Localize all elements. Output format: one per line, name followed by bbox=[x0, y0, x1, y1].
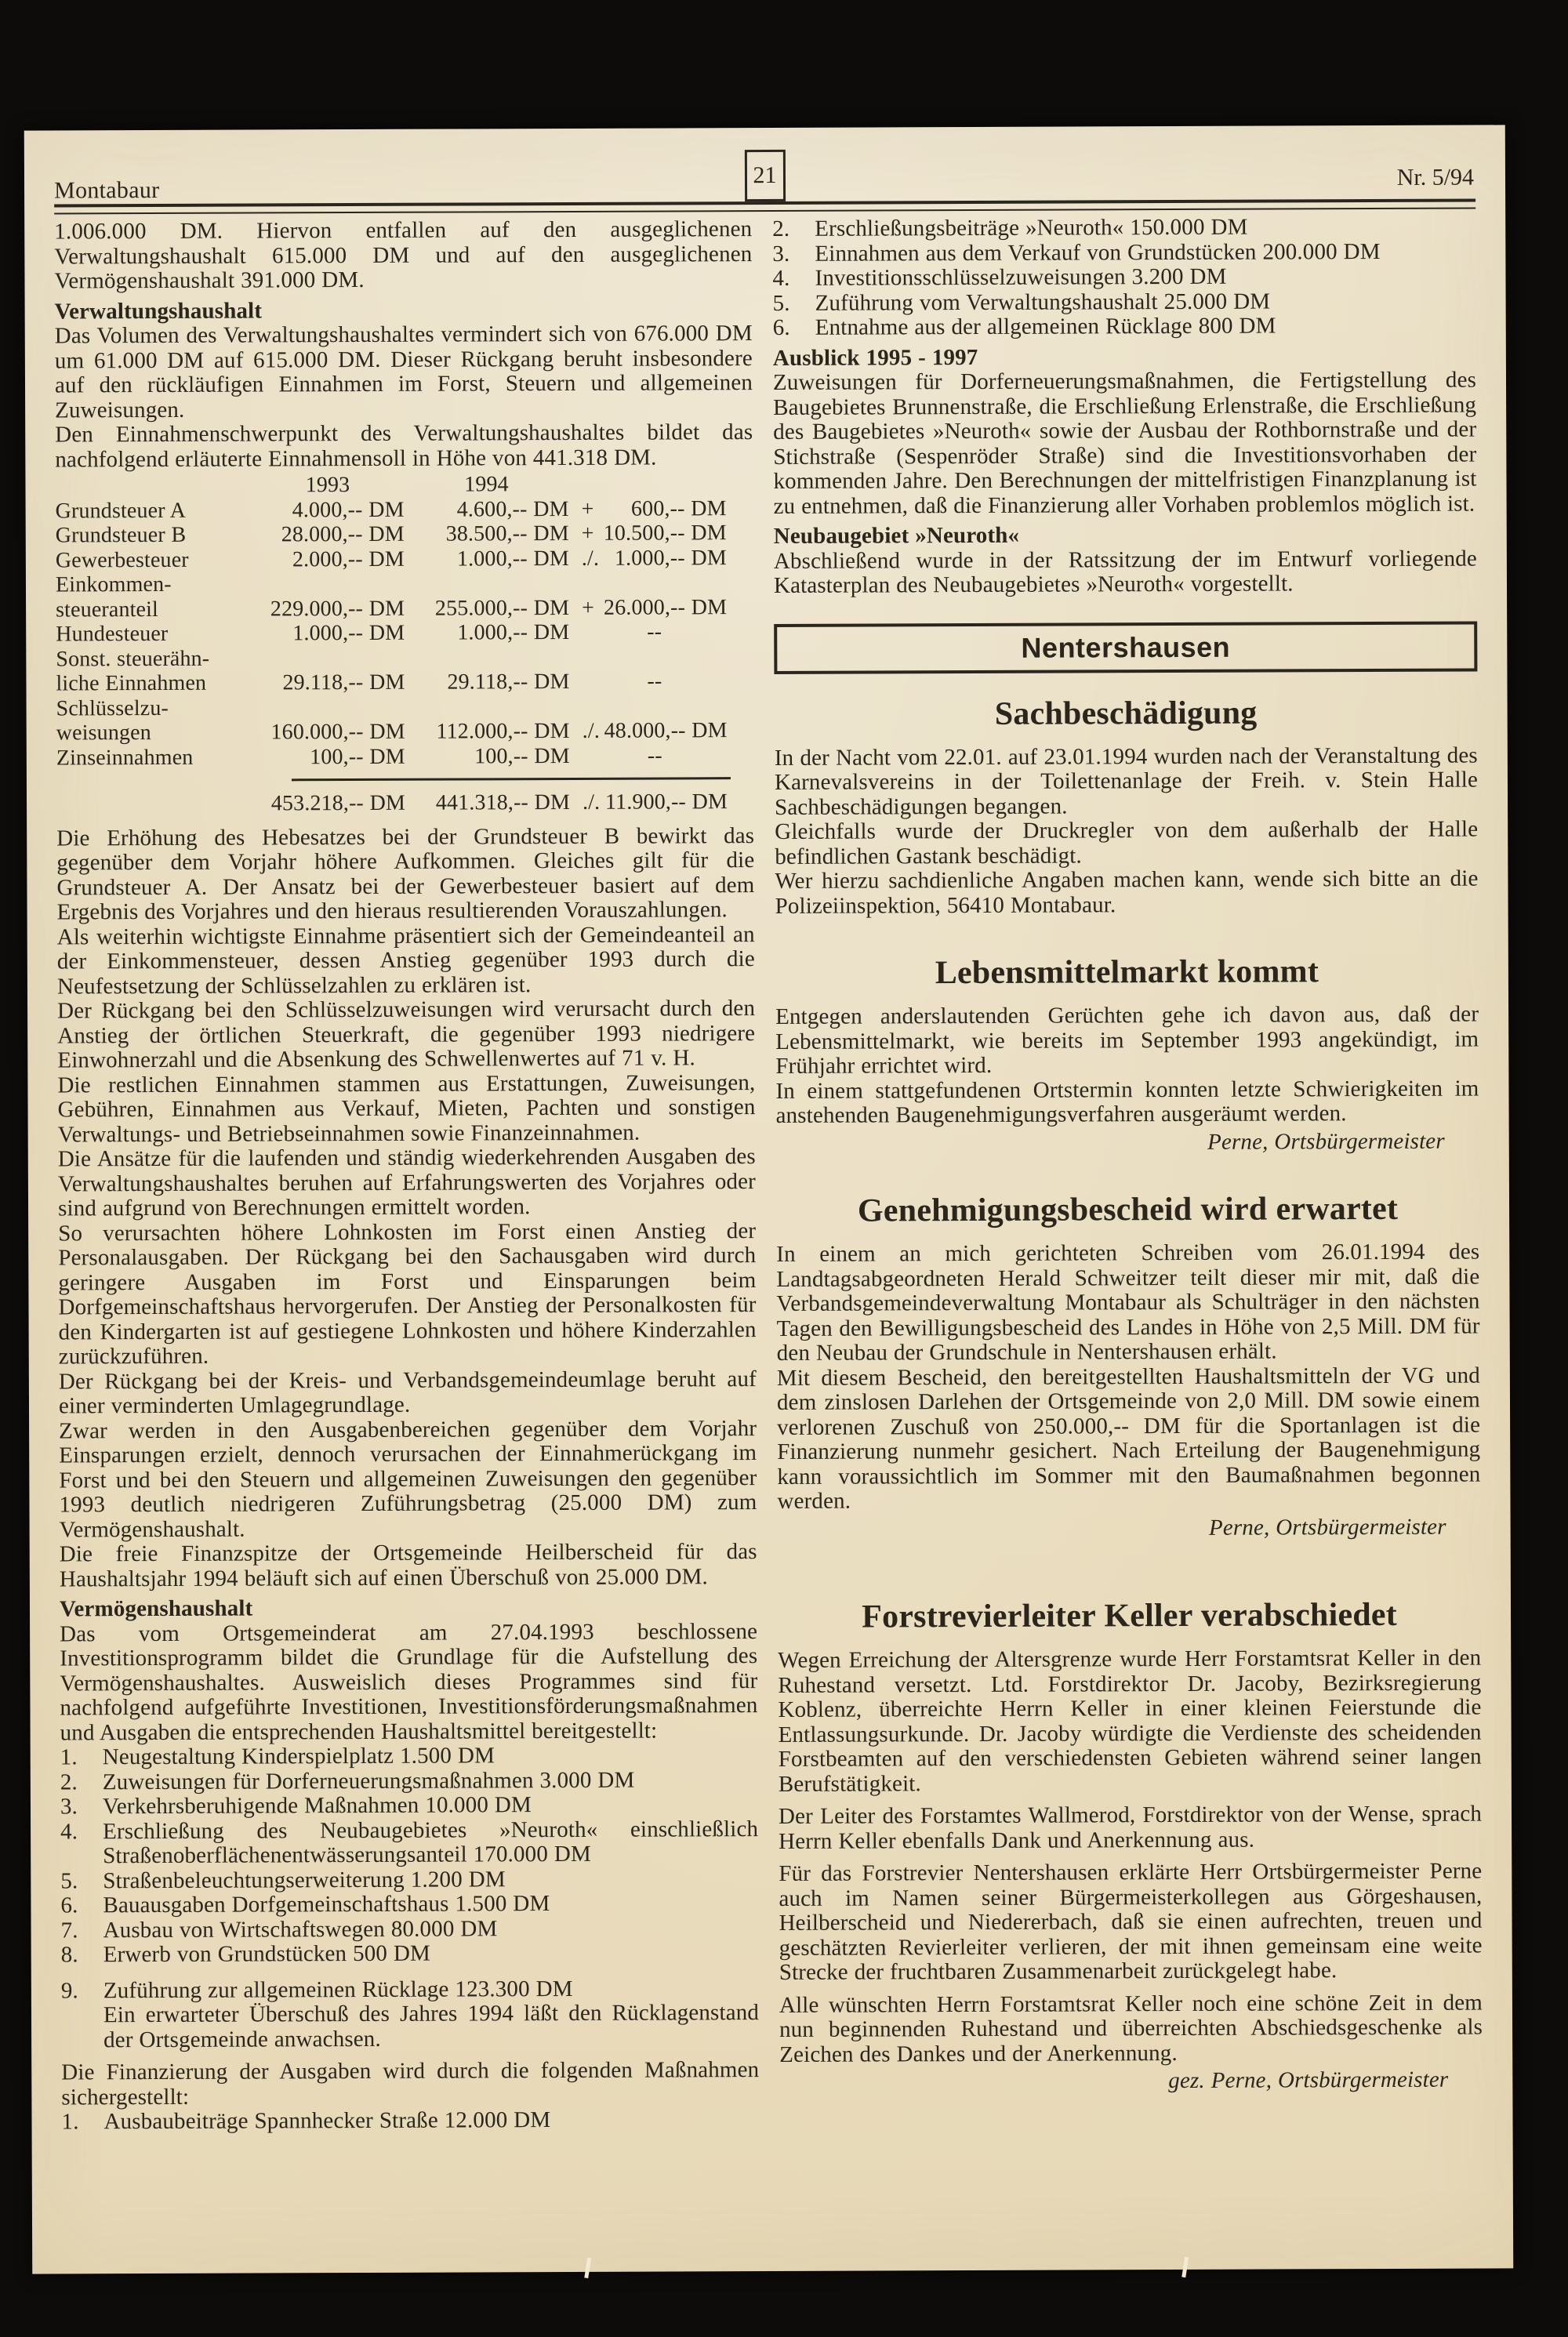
list-item-text: Zuweisungen für Dorferneuerungsmaßnahmen 3.000 DM bbox=[102, 1767, 635, 1794]
list-item bbox=[60, 1768, 758, 1795]
list-item bbox=[772, 215, 1475, 242]
paragraph: Den Einnahmenschwerpunkt des Verwaltungshaushaltes bildet das nachfolgend erläuterte Einnahmensoll in Höhe von 441.318 DM. bbox=[55, 419, 753, 472]
headline-genehmigungsbescheid: Genehmigungsbescheid wird erwartet bbox=[857, 1190, 1399, 1229]
list-item bbox=[773, 314, 1476, 341]
list-item-text: Erschließungsbeiträge »Neuroth« 150.000 DM bbox=[815, 214, 1248, 241]
paragraph: In der Nacht vom 22.01. auf 23.01.1994 wurden nach der Veranstaltung des Karnevalsvereins in der Toilettenanlage der Freih. v. Stein Halle Sachbeschädigungen begangen. bbox=[774, 742, 1479, 820]
paragraph: Das Volumen des Verwaltungshaushaltes vermindert sich von 676.000 DM um 61.000 DM auf 615.000 DM. Dieser Rückgang beruht insbesondere auf den rückläufigen Einnahmen im Forst, Steuern und allgemeinen Zuweisungen. bbox=[54, 321, 753, 423]
list-item bbox=[60, 1891, 758, 1918]
list-item-number: 1. bbox=[60, 1744, 78, 1770]
list-item bbox=[60, 1817, 758, 1869]
column-header-1994: 1994 bbox=[464, 472, 509, 497]
section-title-montabaur: Montabaur bbox=[53, 176, 160, 204]
list-item bbox=[773, 288, 1476, 316]
issue-number: Nr. 5/94 bbox=[1396, 164, 1475, 191]
page-number-box bbox=[744, 150, 785, 201]
subheading-ausblick: Ausblick 1995 - 1997 bbox=[772, 344, 978, 371]
revenue-table bbox=[55, 471, 754, 817]
list-item-number: 4. bbox=[772, 265, 790, 291]
subheading-verwaltungshaushalt: Verwaltungshaushalt bbox=[54, 297, 263, 324]
table-row: Schlüsselzu- weisungen 160.000,-- DM 112.000,-- DM ./. 48.000,-- DM bbox=[56, 695, 728, 746]
table-row: Sonst. steuerähn- liche Einnahmen 29.118,-- DM 29.118,-- DM -- bbox=[56, 646, 662, 696]
page-header bbox=[54, 146, 1475, 220]
list-item-number: 9. bbox=[60, 1977, 78, 2003]
headline-sachbeschaedigung: Sachbeschädigung bbox=[994, 695, 1258, 732]
list-item-number: 6. bbox=[772, 314, 790, 340]
table-row: Grundsteuer A 4.000,-- DM 4.600,-- DM + 600,-- DM bbox=[55, 495, 727, 523]
list-item-text: Erwerb von Grundstücken 500 DM bbox=[103, 1940, 431, 1968]
list-item-note: Ein erwarteter Überschuß des Jahres 1994 läßt den Rücklagenstand der Ortsgemeinde anwachsen. bbox=[103, 2000, 760, 2052]
paragraph: Gleichfalls wurde der Druckregler von dem außerhalb der Halle befindlichen Gastank beschädigt. bbox=[775, 816, 1479, 869]
scan-artifact bbox=[584, 2258, 591, 2278]
signature: Perne, Ortsbürgermeister bbox=[1207, 1128, 1445, 1155]
paragraph: Abschließend wurde in der Ratssitzung der im Entwurf vorliegende Katasterplan des Neubaugebietes »Neuroth« vorgestellt. bbox=[773, 546, 1477, 598]
list-item-number: 5. bbox=[772, 290, 790, 316]
paragraph: In einem an mich gerichteten Schreiben vom 26.01.1994 des Landtagsabgeordneten Herald Schweitzer teilt dieser mir mit, daß die Verbandsgemeindeverwaltung Montabaur als Schulträger in den nächsten Tagen den Bewilligungsbescheid des Landes in Höhe von 2,5 Mill. DM für den Neubau der Grundschule in Nentershausen erhält. bbox=[776, 1239, 1480, 1366]
column-header-1993: 1993 bbox=[305, 473, 350, 498]
paragraph: So verursachten höhere Lohnkosten im Forst einen Anstieg der Personalausgaben. Der Rückgang bei den Sachausgaben wird durch geringere Ausgaben im Forst und Einsparungen beim Dorfgemeinschaftshaus hervorgerufen. Der Anstieg der Personalkosten für den Kindergarten ist auf gestiegene Lohnkosten und höhere Kinderzahlen zurückzuführen. bbox=[58, 1217, 757, 1370]
list-item-text: Verkehrsberuhigende Maßnahmen 10.000 DM bbox=[102, 1792, 532, 1820]
subheading-vermoegenshaushalt: Vermögenshaushalt bbox=[59, 1595, 253, 1622]
table-row: Zinseinnahmen 100,-- DM 100,-- DM -- bbox=[56, 743, 662, 770]
list-item-text: Ausbaubeiträge Spannhecker Straße 12.000 DM bbox=[103, 2107, 551, 2135]
list-item-number: 3. bbox=[772, 241, 790, 267]
list-item-text: Entnahme aus der allgemeinen Rücklage 800 DM bbox=[815, 313, 1276, 340]
list-item bbox=[61, 1916, 759, 1943]
table-row: Einkommen- steueranteil 229.000,-- DM 255.000,-- DM + 26.000,-- DM bbox=[55, 572, 728, 622]
paragraph: Der Rückgang bei den Schlüsselzuweisungen wird verursacht durch den Anstieg der örtlichen Steuerkraft, die gegenüber 1993 niedrigere Einwohnerzahl und die Absenkung des Schwellenwertes auf 71 v. H. bbox=[57, 996, 756, 1073]
headline-forstrevierleiter: Forstrevierleiter Keller verabschiedet bbox=[862, 1596, 1397, 1635]
list-item-text: Neugestaltung Kinderspielplatz 1.500 DM bbox=[102, 1743, 495, 1770]
list-item-text: Einnahmen aus dem Verkauf von Grundstücken 200.000 DM bbox=[815, 238, 1381, 267]
list-item bbox=[772, 264, 1475, 292]
paragraph: In einem stattgefundenen Ortstermin konnten letzte Schwierigkeiten im anstehenden Baugenehmigungsverfahren ausgeräumt werden. bbox=[775, 1076, 1479, 1128]
table-header-row bbox=[55, 471, 753, 499]
paragraph: Die freie Finanzspitze der Ortsgemeinde Heilberscheid für das Haushaltsjahr 1994 beläuft sich auf einen Überschuß von 25.000 DM. bbox=[59, 1539, 757, 1591]
headline-lebensmittelmarkt: Lebensmittelmarkt kommt bbox=[935, 953, 1319, 992]
paragraph: Wegen Erreichung der Altersgrenze wurde Herr Forstamtsrat Keller in den Ruhestand versetzt. Ltd. Forstdirektor Dr. Jacoby, Bezirksregierung Koblenz, überreichte Herrn Keller in einer kleinen Feierstunde die Entlassungsurkunde. Dr. Jacoby würdigte die Verdienste des scheidenden Forstbeamten auf den verschiedensten Gebieten während seiner langen Berufstätigkeit. bbox=[778, 1645, 1482, 1797]
table-row: Hundesteuer 1.000,-- DM 1.000,-- DM -- bbox=[56, 619, 662, 647]
paragraph: Als weiterhin wichtigste Einnahme präsentiert sich der Gemeindeanteil an der Einkommensteuer, dessen Anstieg gegenüber 1993 durch die Neufestsetzung der Schlüsselzahlen zu erklären ist. bbox=[56, 921, 755, 999]
list-item bbox=[61, 1976, 759, 2004]
signature: gez. Perne, Ortsbürgermeister bbox=[1168, 2067, 1449, 2094]
list-item bbox=[61, 2107, 759, 2135]
list-item-text: Zuführung vom Verwaltungshaushalt 25.000 DM bbox=[815, 288, 1271, 316]
list-item bbox=[60, 1867, 758, 1894]
paragraph: Alle wünschten Herrn Forstamtsrat Keller noch eine schöne Zeit in dem nun beginnenden Ruhestand und überreichten Abschiedsgeschenke als Zeichen des Dankes und der Anerkennung. bbox=[779, 1990, 1483, 2067]
paragraph: Die Finanzierung der Ausgaben wird durch die folgenden Maßnahmen sichergestellt: bbox=[61, 2057, 760, 2110]
scanned-newspaper-page bbox=[24, 125, 1513, 2273]
list-item-number: 4. bbox=[60, 1818, 78, 1844]
list-item-number: 7. bbox=[60, 1917, 78, 1943]
list-item bbox=[60, 1792, 758, 1820]
right-column bbox=[772, 215, 1483, 2096]
banner-label: Nentershausen bbox=[1021, 630, 1231, 664]
list-item-number: 6. bbox=[60, 1892, 78, 1918]
paragraph: Das vom Ortsgemeinderat am 27.04.1993 beschlossene Investitionsprogramm bildet die Grundlage für die Aufstellung des Vermögenshaushaltes. Ausweislich dieses Programmes sind für nachfolgend aufgeführte Investitionen, Investitionsförderungsmaßnahmen und Ausgaben die entsprechenden Haushaltsmittel bereitgestellt: bbox=[60, 1618, 758, 1745]
list-item bbox=[772, 239, 1475, 267]
list-item bbox=[60, 1743, 758, 1770]
list-item-text: Zuführung zur allgemeinen Rücklage 123.300 DM bbox=[103, 1976, 573, 2003]
table-row: Gewerbesteuer 2.000,-- DM 1.000,-- DM ./. 1.000,-- DM bbox=[55, 545, 727, 572]
table-total-rule bbox=[292, 777, 731, 781]
list-item-text: Bauausgaben Dorfgemeinschaftshaus 1.500 DM bbox=[103, 1891, 550, 1918]
paragraph: Der Leiter des Forstamtes Wallmerod, Forstdirektor von der Wense, sprach Herrn Keller ebenfalls Dank und Anerkennung aus. bbox=[778, 1801, 1483, 1854]
list-item-number: 2. bbox=[772, 216, 790, 241]
table-total-row: 453.218,-- DM 441.318,-- DM ./. 11.900,-- DM bbox=[270, 789, 728, 816]
paragraph: Die Ansätze für die laufenden und ständig wiederkehrenden Ausgaben des Verwaltungshaushaltes beruhen auf Erfahrungswerten des Vorjahres oder sind aufgrund von Berechnungen ermittelt worden. bbox=[57, 1144, 756, 1221]
page-number: 21 bbox=[753, 161, 777, 189]
paragraph: Für das Forstrevier Nentershausen erklärte Herr Ortsbürgermeister Perne auch im Namen seiner Bürgermeisterkollegen aus Görgeshausen, Heilberscheid und Niedererbach, daß sie einen aufrechten, treuen und geschätzten Revierleiter verlieren, der mit ihnen gemeinsam eine weite Strecke der fruchtbaren Zusammenarbeit zurückgelegt habe. bbox=[779, 1858, 1483, 1985]
list-item-number: 2. bbox=[60, 1769, 78, 1794]
paragraph: Mit diesem Bescheid, den bereitgestellten Haushaltsmitteln der VG und dem zinslosen Darlehen der Ortsgemeinde von 2,0 Mill. DM sowie einem verlorenen Zuschuß von 250.000,-- DM für die Sportanlagen ist die Finanzierung nunmehr gesichert. Nach Erteilung der Baugenehmigung kann voraussichtlich im Sommer mit den Baumaßnahmen begonnen werden. bbox=[776, 1363, 1481, 1514]
left-column bbox=[54, 217, 759, 2135]
paragraph: Zwar werden in den Ausgabenbereichen gegenüber dem Vorjahr Einsparungen erzielt, dennoch verursachen der Einnahmerückgang im Forst und bei den Steuern und allgemeinen Zuweisungen den gegenüber 1993 deutlich niedrigeren Zuführungsbetrag (25.000 DM) zum Vermögenshaushalt. bbox=[59, 1415, 757, 1542]
paragraph: Die Erhöhung des Hebesatzes bei der Grundsteuer B bewirkt das gegenüber dem Vorjahr höhere Aufkommen. Gleiches gilt für die Grundsteuer A. Der Ansatz bei der Gewerbesteuer basiert auf dem Ergebnis des Vorjahres und den hieraus resultierenden Vorauszahlungen. bbox=[56, 822, 755, 925]
table-row: Grundsteuer B 28.000,-- DM 38.500,-- DM + 10.500,-- DM bbox=[55, 521, 727, 548]
list-item-text: Straßenbeleuchtungserweiterung 1.200 DM bbox=[103, 1866, 506, 1893]
paragraph: Wer hierzu sachdienliche Angaben machen kann, wende sich bitte an die Polizeiinspektion, 56410 Montabaur. bbox=[775, 865, 1479, 919]
list-item bbox=[61, 1940, 759, 1968]
signature: Perne, Ortsbürgermeister bbox=[1208, 1514, 1446, 1540]
paragraph: Entgegen anderslautenden Gerüchten gehe ich davon aus, daß der Lebensmittelmarkt, wie bereits im September 1993 angekündigt, im Frühjahr errichtet wird. bbox=[775, 1001, 1479, 1079]
scan-artifact bbox=[1181, 2257, 1189, 2277]
municipality-banner bbox=[774, 621, 1477, 673]
paragraph: Der Rückgang bei der Kreis- und Verbandsgemeindeumlage beruht auf einer verminderten Umlagegrundlage. bbox=[58, 1366, 757, 1419]
list-item-number: 5. bbox=[60, 1867, 78, 1893]
list-item-number: 3. bbox=[60, 1794, 78, 1820]
list-item-number: 8. bbox=[60, 1942, 78, 1968]
paragraph: Die restlichen Einnahmen stammen aus Erstattungen, Zuweisungen, Gebühren, Einnahmen aus Verkauf, Mieten, Pachten und sonstigen Verwaltungs- und Betriebseinnahmen sowie Finanzeinnahmen. bbox=[57, 1069, 756, 1147]
header-rule bbox=[54, 199, 1475, 215]
paragraph-intro: 1.006.000 DM. Hiervon entfallen auf den ausgeglichenen Verwaltungshaushalt 615.000 DM und auf den ausgeglichenen Vermögenshaushalt 391.000 DM. bbox=[54, 216, 753, 294]
list-item-text: Investitionsschlüsselzuweisungen 3.200 DM bbox=[815, 263, 1227, 291]
list-item-number: 1. bbox=[61, 2109, 79, 2135]
paragraph: Zuweisungen für Dorferneuerungsmaßnahmen, die Fertigstellung des Baugebietes Brunnenstraße, die Erschließung Erlenstraße, die Erschließung des Baugebietes »Neuroth« sowie der Ausbau der Rothbornstraße und der Stichstraße (Sespenröder Straße) sind die Investitionsvorhaben der kommenden Jahre. Den Berechnungen der mittelfristigen Finanzplanung ist zu entnehmen, daß die Finanzierung aller Vorhaben problemlos möglich ist. bbox=[772, 367, 1477, 519]
subheading-neubaugebiet: Neubaugebiet »Neuroth« bbox=[773, 522, 1020, 549]
list-item-text: Erschließung des Neubaugebietes »Neuroth« einschließlich Straßenoberflächenentwässerungsanteil 170.000 DM bbox=[103, 1816, 759, 1869]
list-item-text: Ausbau von Wirtschaftswegen 80.000 DM bbox=[103, 1915, 498, 1943]
page-content bbox=[53, 146, 1483, 2135]
